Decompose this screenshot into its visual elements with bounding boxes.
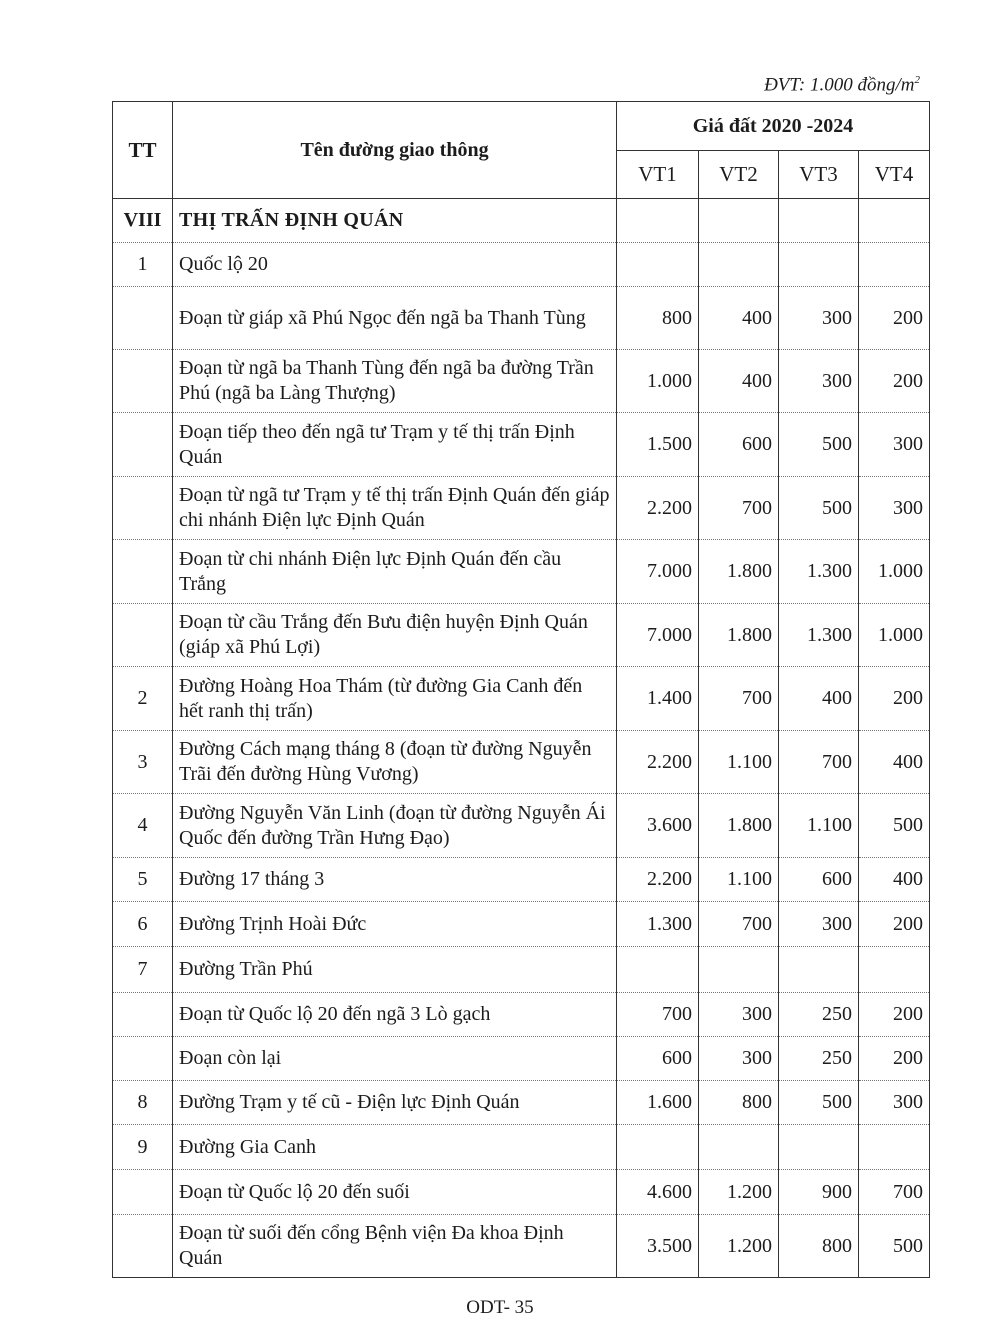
land-price-table [112,101,930,1278]
price-vt4: 200 [859,993,930,1037]
price-vt2: 700 [699,902,779,947]
price-vt3: 1.100 [779,794,859,858]
price-vt1: 700 [617,993,699,1037]
price-vt3: 800 [779,1215,859,1278]
price-vt2: 300 [699,993,779,1037]
price-vt3: 250 [779,1037,859,1081]
price-vt3: 600 [779,858,859,902]
table-row [113,993,930,1037]
price-vt2: 1.800 [699,604,779,667]
price-vt1: 2.200 [617,858,699,902]
row-number: 8 [113,1081,173,1125]
price-vt1: 3.600 [617,794,699,858]
street-name: Đoạn từ chi nhánh Điện lực Định Quán đến cầu Trắng [173,540,617,604]
street-name: Đường Trần Phú [173,947,617,993]
price-vt3: 300 [779,350,859,413]
table-row [113,243,930,287]
price-vt2 [699,947,779,993]
price-vt4 [859,1125,930,1170]
price-vt1 [617,947,699,993]
price-vt4: 300 [859,413,930,477]
price-vt2: 1.200 [699,1215,779,1278]
page-footer: ODT- 35 [466,1297,534,1318]
price-vt3: 700 [779,731,859,794]
price-vt1: 1.500 [617,413,699,477]
table-row [113,1037,930,1081]
price-vt1: 3.500 [617,1215,699,1278]
table-row [113,1170,930,1215]
street-name: Đoạn tiếp theo đến ngã tư Trạm y tế thị trấn Định Quán [173,413,617,477]
price-vt1 [617,1125,699,1170]
price-vt2 [699,243,779,287]
price-vt1: 800 [617,287,699,350]
unit-note-superscript: 2 [914,74,920,86]
price-vt2: 300 [699,1037,779,1081]
price-vt2: 700 [699,667,779,731]
table-row [113,947,930,993]
row-number [113,350,173,413]
price-vt2: 1.200 [699,1170,779,1215]
price-vt3 [779,947,859,993]
street-name: Đường Trịnh Hoài Đức [173,902,617,947]
price-vt4 [859,199,930,243]
price-vt1: 2.200 [617,477,699,540]
price-vt3 [779,243,859,287]
price-vt2: 1.100 [699,858,779,902]
row-number: 4 [113,794,173,858]
street-name: Đoạn từ suối đến cổng Bệnh viện Đa khoa Định Quán [173,1215,617,1278]
price-vt2: 700 [699,477,779,540]
price-vt4: 200 [859,350,930,413]
row-number: 5 [113,858,173,902]
row-number: 2 [113,667,173,731]
column-header-tt: TT [113,102,173,199]
column-header-vt1: VT1 [617,151,699,199]
row-number [113,540,173,604]
price-vt1: 600 [617,1037,699,1081]
price-vt4: 200 [859,287,930,350]
street-name: Đường Trạm y tế cũ - Điện lực Định Quán [173,1081,617,1125]
street-name: Đường Cách mạng tháng 8 (đoạn từ đường Nguyễn Trãi đến đường Hùng Vương) [173,731,617,794]
price-vt3: 1.300 [779,540,859,604]
price-vt4: 500 [859,1215,930,1278]
row-number [113,287,173,350]
column-header-vt4: VT4 [859,151,930,199]
table-row [113,477,930,540]
column-header-vt2: VT2 [699,151,779,199]
table-row [113,540,930,604]
street-name: THỊ TRẤN ĐỊNH QUÁN [173,199,617,243]
row-number: 3 [113,731,173,794]
column-header-vt3: VT3 [779,151,859,199]
price-vt3 [779,199,859,243]
price-vt3: 900 [779,1170,859,1215]
price-vt3: 300 [779,902,859,947]
price-vt1: 1.300 [617,902,699,947]
street-name: Đoạn còn lại [173,1037,617,1081]
price-vt3: 500 [779,413,859,477]
price-vt1: 4.600 [617,1170,699,1215]
price-vt4: 300 [859,1081,930,1125]
unit-note [764,74,920,96]
section-row [113,199,930,243]
table-row [113,794,930,858]
price-vt4: 1.000 [859,604,930,667]
table-row [113,858,930,902]
price-vt1: 1.000 [617,350,699,413]
table-row [113,604,930,667]
row-number [113,1170,173,1215]
price-vt1: 1.400 [617,667,699,731]
price-vt2: 1.800 [699,540,779,604]
price-vt1: 1.600 [617,1081,699,1125]
price-vt4: 500 [859,794,930,858]
table-row [113,667,930,731]
street-name: Quốc lộ 20 [173,243,617,287]
price-vt4: 700 [859,1170,930,1215]
price-vt3: 500 [779,477,859,540]
price-vt3: 300 [779,287,859,350]
price-vt4: 400 [859,858,930,902]
price-vt4 [859,947,930,993]
table-row [113,350,930,413]
price-vt3: 400 [779,667,859,731]
row-number [113,1215,173,1278]
row-number [113,1037,173,1081]
street-name: Đoạn từ cầu Trắng đến Bưu điện huyện Định Quán (giáp xã Phú Lợi) [173,604,617,667]
table-row [113,1215,930,1278]
street-name: Đoạn từ ngã ba Thanh Tùng đến ngã ba đường Trần Phú (ngã ba Làng Thượng) [173,350,617,413]
price-vt2: 1.100 [699,731,779,794]
price-vt1: 7.000 [617,604,699,667]
price-vt1 [617,243,699,287]
price-vt4: 200 [859,1037,930,1081]
price-vt4: 300 [859,477,930,540]
row-number: 1 [113,243,173,287]
table-row [113,1081,930,1125]
table-row [113,287,930,350]
price-vt2 [699,1125,779,1170]
price-vt2: 400 [699,350,779,413]
street-name: Đường Hoàng Hoa Thám (từ đường Gia Canh đến hết ranh thị trấn) [173,667,617,731]
price-vt2: 600 [699,413,779,477]
street-name: Đoạn từ giáp xã Phú Ngọc đến ngã ba Thanh Tùng [173,287,617,350]
price-vt3: 250 [779,993,859,1037]
price-vt1 [617,199,699,243]
row-number [113,604,173,667]
price-vt2 [699,199,779,243]
price-vt4 [859,243,930,287]
table-body [113,199,930,1278]
row-number: 6 [113,902,173,947]
row-number [113,993,173,1037]
price-vt3: 1.300 [779,604,859,667]
row-number: VIII [113,199,173,243]
table-row [113,413,930,477]
price-vt2: 1.800 [699,794,779,858]
table-row [113,902,930,947]
column-header-street-name: Tên đường giao thông [173,102,617,199]
column-header-price-group: Giá đất 2020 -2024 [617,102,930,151]
price-vt1: 2.200 [617,731,699,794]
price-vt4: 200 [859,902,930,947]
street-name: Đoạn từ Quốc lộ 20 đến ngã 3 Lò gạch [173,993,617,1037]
street-name: Đường Gia Canh [173,1125,617,1170]
unit-note-text: ĐVT: 1.000 đồng/m [764,74,915,96]
row-number [113,413,173,477]
price-vt4: 1.000 [859,540,930,604]
table-row [113,1125,930,1170]
price-vt2: 800 [699,1081,779,1125]
price-vt3 [779,1125,859,1170]
street-name: Đường 17 tháng 3 [173,858,617,902]
street-name: Đoạn từ Quốc lộ 20 đến suối [173,1170,617,1215]
price-vt3: 500 [779,1081,859,1125]
row-number [113,477,173,540]
price-vt2: 400 [699,287,779,350]
street-name: Đoạn từ ngã tư Trạm y tế thị trấn Định Quán đến giáp chi nhánh Điện lực Định Quán [173,477,617,540]
price-vt4: 400 [859,731,930,794]
row-number: 9 [113,1125,173,1170]
price-vt1: 7.000 [617,540,699,604]
table-row [113,731,930,794]
street-name: Đường Nguyễn Văn Linh (đoạn từ đường Nguyễn Ái Quốc đến đường Trần Hưng Đạo) [173,794,617,858]
row-number: 7 [113,947,173,993]
price-vt4: 200 [859,667,930,731]
